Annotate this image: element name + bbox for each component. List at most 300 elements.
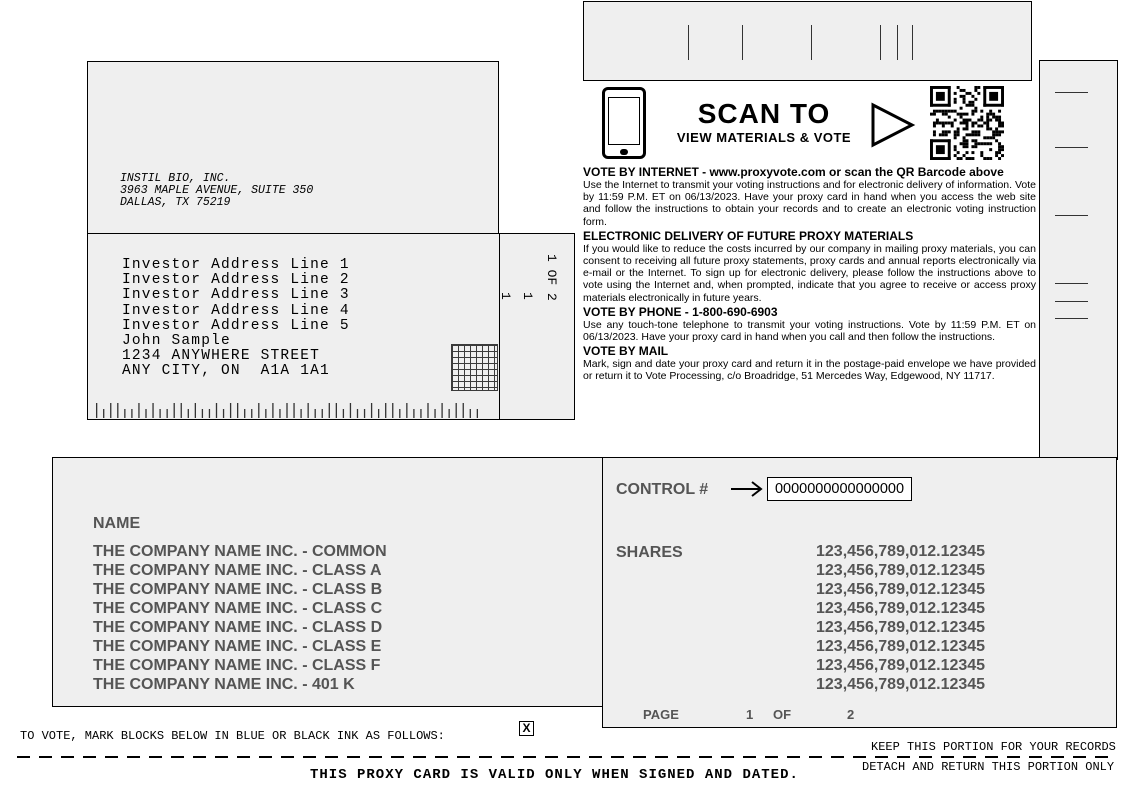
- qr-module: [974, 86, 977, 89]
- qr-module: [980, 116, 983, 119]
- qr-module: [980, 110, 983, 113]
- barcode-bar: [811, 25, 812, 60]
- qr-module: [968, 119, 971, 122]
- qr-module: [989, 119, 992, 122]
- qr-module: [977, 86, 980, 89]
- strip-tick: [1055, 92, 1088, 93]
- qr-module: [977, 92, 980, 95]
- mark-example-box: X: [519, 721, 534, 736]
- qr-module: [954, 130, 957, 133]
- share-row: 123,456,789,012.12345: [816, 600, 986, 617]
- qr-module: [963, 113, 966, 116]
- qr-module: [942, 110, 945, 113]
- qr-module: [983, 142, 986, 145]
- qr-module: [974, 142, 977, 145]
- qr-module: [966, 119, 969, 122]
- qr-module: [954, 98, 957, 101]
- qr-module: [945, 122, 948, 125]
- instruction-body: Mark, sign and date your proxy card and return it in the postage-paid envelope we have provided or return it to Vote Processing, c/o Broadridge, 51 Mercedes Way, Edgewood, NY 11717.: [583, 358, 1036, 383]
- investor-line: John Sample: [122, 333, 231, 350]
- qr-module: [995, 151, 998, 154]
- qr-module: [998, 145, 1001, 148]
- qr-module: [998, 157, 1001, 160]
- postnet-bar: [434, 409, 435, 418]
- qr-module: [974, 139, 977, 142]
- qr-module: [966, 157, 969, 160]
- qr-module: [971, 151, 974, 154]
- postnet-bar: [195, 403, 196, 418]
- qr-module: [1001, 154, 1004, 157]
- qr-module: [930, 139, 933, 160]
- page-label: PAGE: [643, 707, 679, 722]
- investor-line: Investor Address Line 4: [122, 302, 350, 319]
- qr-module: [998, 110, 1001, 113]
- postnet-bar: [110, 403, 111, 418]
- qr-module: [1001, 130, 1004, 133]
- qr-module: [1001, 145, 1004, 148]
- qr-module: [930, 157, 951, 160]
- instruction-body: Use any touch-tone telephone to transmit your voting instructions. Vote by 11:59 P.M. ET on 06/13/2023. Have your proxy card in hand when you call and then follow the instructions.: [583, 318, 1036, 344]
- company-address-line: 3963 MAPLE AVENUE, SUITE 350: [120, 184, 314, 197]
- qr-module: [933, 130, 936, 133]
- qr-module: [977, 142, 980, 145]
- qr-module: [974, 110, 977, 113]
- barcode-box: [583, 1, 1032, 81]
- phone-button: [620, 149, 628, 155]
- qr-module: [983, 86, 986, 107]
- postnet-barcode: [95, 403, 485, 418]
- qr-module: [945, 113, 948, 116]
- company-address: [120, 173, 313, 209]
- qr-module: [974, 145, 977, 148]
- qr-module: [974, 107, 977, 110]
- postnet-bar: [343, 409, 344, 418]
- qr-module: [945, 110, 948, 113]
- qr-module: [966, 127, 969, 130]
- qr-module: [986, 113, 989, 116]
- side-code-3: 1: [498, 292, 513, 300]
- postnet-bar: [244, 409, 245, 418]
- qr-module: [930, 104, 951, 107]
- postnet-bar: [103, 409, 104, 418]
- share-row: 123,456,789,012.12345: [816, 619, 986, 636]
- qr-module: [995, 139, 998, 142]
- control-label: CONTROL #: [616, 481, 709, 498]
- qr-module: [963, 89, 966, 92]
- qr-module: [963, 122, 966, 125]
- postnet-bar: [237, 403, 238, 418]
- postnet-bar: [378, 409, 379, 418]
- postnet-bar: [188, 409, 189, 418]
- qr-module: [957, 86, 960, 89]
- qr-module: [963, 145, 966, 148]
- postnet-bar: [223, 409, 224, 418]
- qr-module: [966, 122, 969, 125]
- investor-line: Investor Address Line 1: [122, 257, 350, 273]
- qr-module: [948, 139, 951, 160]
- qr-module: [995, 154, 998, 157]
- qr-module: [945, 130, 948, 133]
- investor-line: 1234 ANYWHERE STREET: [122, 348, 321, 365]
- company-address-line: DALLAS, TX 75219: [120, 196, 231, 209]
- share-row: 123,456,789,012.12345: [816, 562, 986, 579]
- strip-tick: [1055, 301, 1088, 302]
- qr-module: [971, 101, 974, 104]
- qr-module: [966, 124, 969, 127]
- qr-module: [945, 133, 948, 136]
- investor-line: Investor Address Line 3: [122, 287, 350, 304]
- postnet-bar: [152, 403, 153, 418]
- qr-module: [980, 154, 983, 157]
- postnet-bar: [279, 409, 280, 418]
- qr-module: [963, 136, 966, 139]
- qr-module: [980, 142, 983, 145]
- qr-module: [960, 95, 963, 98]
- qr-module: [977, 130, 980, 133]
- qr-module: [992, 113, 995, 116]
- qr-module: [936, 145, 945, 154]
- qr-module: [992, 130, 995, 133]
- qr-module: [951, 122, 954, 125]
- qr-module: [977, 133, 980, 136]
- qr-module: [998, 130, 1001, 133]
- instruction-heading: VOTE BY PHONE - 1-800-690-6903: [583, 304, 778, 319]
- qr-module: [954, 136, 957, 139]
- divider: [499, 233, 500, 420]
- postnet-bar: [167, 409, 168, 418]
- qr-module: [963, 127, 966, 130]
- postnet-bar: [202, 409, 203, 418]
- qr-module: [957, 151, 960, 154]
- scan-title: SCAN TO: [697, 98, 831, 129]
- qr-module: [971, 157, 974, 160]
- qr-module: [948, 116, 951, 119]
- postnet-bar: [364, 409, 365, 418]
- voting-instructions: [583, 165, 1036, 384]
- qr-module: [960, 113, 963, 116]
- company-row: THE COMPANY NAME INC. - CLASS B: [93, 581, 383, 598]
- qr-module: [963, 154, 966, 157]
- qr-module: [998, 124, 1001, 127]
- company-row: THE COMPANY NAME INC. - CLASS A: [93, 562, 382, 579]
- share-row: 123,456,789,012.12345: [816, 581, 986, 598]
- qr-module: [995, 116, 998, 119]
- qr-module: [974, 89, 977, 92]
- postnet-bar: [286, 403, 287, 418]
- qr-module: [960, 122, 963, 125]
- detach-portion-text: DETACH AND RETURN THIS PORTION ONLY: [862, 760, 1115, 774]
- qr-module: [954, 101, 957, 104]
- qr-module: [933, 122, 936, 125]
- right-arrow-icon: [730, 479, 764, 499]
- qr-module: [936, 119, 939, 122]
- qr-module: [966, 142, 969, 145]
- page-of: OF: [773, 707, 792, 722]
- qr-module: [957, 133, 960, 136]
- qr-module: [986, 136, 989, 139]
- qr-module: [998, 142, 1001, 145]
- postnet-bar: [174, 403, 175, 418]
- control-number: 0000000000000000: [767, 477, 912, 501]
- qr-module: [986, 157, 989, 160]
- barcode-bar: [880, 25, 881, 60]
- strip-tick: [1055, 318, 1088, 319]
- page-current: 1: [746, 707, 754, 722]
- qr-module: [998, 116, 1001, 119]
- qr-module: [980, 151, 983, 154]
- postnet-bar: [251, 409, 252, 418]
- postnet-bar: [470, 409, 471, 418]
- qr-module: [968, 101, 971, 104]
- name-label: NAME: [93, 515, 141, 532]
- right-margin-strip: [1039, 60, 1118, 460]
- qr-module: [971, 113, 974, 116]
- qr-module: [960, 89, 963, 92]
- side-code-2: 1: [520, 292, 535, 300]
- qr-module: [942, 124, 945, 127]
- company-name: INSTIL BIO, INC.: [120, 172, 231, 185]
- qr-module: [992, 116, 995, 119]
- qr-module: [954, 133, 957, 136]
- postnet-bar: [420, 409, 421, 418]
- instruction-body: Use the Internet to transmit your voting instructions and for electronic delivery of information. Vote by 11:59 P.M. ET on 06/13/2023. Have your proxy card in hand when you access the web site and follow the instructions to obtain your records and to create an electronic voting instruction form.: [583, 179, 1036, 228]
- postnet-bar: [399, 409, 400, 418]
- qr-module: [966, 104, 969, 107]
- qr-module: [977, 124, 980, 127]
- qr-module: [939, 110, 942, 113]
- qr-module: [998, 122, 1001, 125]
- qr-module: [939, 133, 942, 136]
- share-row: 123,456,789,012.12345: [816, 657, 986, 674]
- qr-module: [960, 116, 963, 119]
- qr-module: [989, 157, 992, 160]
- qr-module: [968, 104, 971, 107]
- postnet-bar: [449, 409, 450, 418]
- qr-module: [986, 116, 989, 119]
- qr-module: [942, 130, 945, 133]
- postnet-bar: [350, 403, 351, 418]
- qr-module: [971, 139, 974, 142]
- shares-list: [816, 542, 985, 694]
- strip-tick: [1055, 147, 1088, 148]
- valid-notice: THIS PROXY CARD IS VALID ONLY WHEN SIGNED AND DATED.: [310, 767, 799, 783]
- qr-module: [968, 92, 971, 95]
- qr-module: [980, 124, 983, 127]
- qr-module: [957, 157, 960, 160]
- qr-module: [971, 145, 974, 148]
- qr-module: [963, 95, 966, 98]
- qr-module: [948, 130, 951, 133]
- qr-module: [942, 122, 945, 125]
- postnet-bar: [138, 403, 139, 418]
- qr-module: [930, 113, 933, 116]
- vote-instruction: TO VOTE, MARK BLOCKS BELOW IN BLUE OR BLACK INK AS FOLLOWS:: [20, 729, 445, 743]
- qr-module: [963, 142, 966, 145]
- qr-module: [936, 122, 939, 125]
- qr-module: [1001, 122, 1004, 125]
- qr-module: [983, 157, 986, 160]
- play-arrow-icon: [870, 102, 916, 148]
- qr-module: [963, 101, 966, 104]
- postnet-bar: [117, 403, 118, 418]
- postnet-bar: [300, 409, 301, 418]
- qr-module: [966, 92, 969, 95]
- postnet-bar: [209, 409, 210, 418]
- qr-module: [939, 122, 942, 125]
- barcode-bar: [912, 25, 913, 60]
- company-row: THE COMPANY NAME INC. - CLASS F: [93, 657, 381, 674]
- qr-module: [980, 119, 983, 122]
- qr-module: [942, 113, 945, 116]
- qr-module: [986, 119, 989, 122]
- qr-module: [989, 92, 998, 101]
- qr-module: [954, 119, 957, 122]
- postnet-bar: [230, 403, 231, 418]
- qr-module: [966, 139, 969, 142]
- qr-module: [933, 133, 936, 136]
- qr-module: [1001, 148, 1004, 151]
- postnet-bar: [427, 403, 428, 418]
- investor-address: [122, 258, 350, 380]
- qr-module: [954, 145, 957, 148]
- qr-module: [974, 122, 977, 125]
- qr-module: [936, 110, 939, 113]
- postnet-bar: [357, 409, 358, 418]
- qr-module: [951, 124, 954, 127]
- barcode-bar: [688, 25, 689, 60]
- qr-module: [1001, 86, 1004, 107]
- qr-module: [971, 110, 974, 113]
- shares-label: SHARES: [616, 544, 683, 561]
- qr-module: [930, 86, 933, 107]
- qr-module: [954, 154, 957, 157]
- postnet-bar: [336, 403, 337, 418]
- postnet-bar: [159, 409, 160, 418]
- company-row: THE COMPANY NAME INC. - CLASS C: [93, 600, 383, 617]
- postnet-bar: [124, 409, 125, 418]
- qr-module: [954, 92, 957, 95]
- share-row: 123,456,789,012.12345: [816, 638, 986, 655]
- qr-module: [998, 148, 1001, 151]
- qr-module: [983, 136, 986, 139]
- qr-module: [974, 133, 977, 136]
- qr-module: [986, 142, 989, 145]
- instruction-heading[interactable]: VOTE BY INTERNET - www.proxyvote.com or scan the QR Barcode above: [583, 165, 1004, 179]
- qr-module: [954, 110, 957, 113]
- qr-module: [983, 86, 1004, 89]
- postnet-bar: [371, 403, 372, 418]
- qr-module: [989, 127, 992, 130]
- qr-module: [963, 119, 966, 122]
- investor-line: Investor Address Line 2: [122, 272, 350, 289]
- share-row: 123,456,789,012.12345: [816, 676, 986, 693]
- qr-module: [948, 122, 951, 125]
- detach-line: [17, 756, 1115, 758]
- barcode-bar: [897, 25, 898, 60]
- qr-module: [986, 122, 989, 125]
- postnet-bar: [322, 409, 323, 418]
- qr-module: [995, 127, 998, 130]
- qr-module: [998, 151, 1001, 154]
- postnet-bar: [258, 403, 259, 418]
- qr-module: [1001, 124, 1004, 127]
- instruction-body: If you would like to reduce the costs incurred by our company in mailing proxy materials, you can consent to receiving all future proxy statements, proxy cards and annual reports electronically via e-mail or the Internet. To sign up for electronic delivery, please follow the instructions above to vote using the Internet and, when prompted, indicate that you agree to receive or access proxy materials electronically in future years.: [583, 242, 1036, 304]
- company-row: THE COMPANY NAME INC. - CLASS D: [93, 619, 383, 636]
- postnet-bar: [392, 403, 393, 418]
- qr-module: [951, 110, 954, 113]
- scan-subtitle: VIEW MATERIALS & VOTE: [676, 130, 852, 145]
- share-row: 123,456,789,012.12345: [816, 543, 986, 560]
- postnet-bar: [315, 409, 316, 418]
- qr-module: [971, 130, 974, 133]
- postnet-bar: [441, 403, 442, 418]
- barcode-bar: [742, 25, 743, 60]
- qr-module: [933, 110, 936, 113]
- qr-module: [948, 110, 951, 113]
- postnet-bar: [272, 403, 273, 418]
- postnet-bar: [406, 403, 407, 418]
- strip-tick: [1055, 215, 1088, 216]
- qr-module: [989, 136, 992, 139]
- investor-line: Investor Address Line 5: [122, 317, 350, 334]
- phone-screen: [608, 97, 640, 145]
- qr-module: [963, 98, 966, 101]
- qr-module: [986, 124, 989, 127]
- qr-module: [930, 86, 951, 89]
- qr-module: [989, 113, 992, 116]
- postnet-bar: [265, 409, 266, 418]
- strip-tick: [1055, 283, 1088, 284]
- qr-module: [957, 130, 960, 133]
- postnet-bar: [477, 409, 478, 418]
- qr-module: [960, 142, 963, 145]
- qr-module: [966, 133, 969, 136]
- qr-module: [942, 133, 945, 136]
- qr-module: [966, 151, 969, 154]
- keep-portion-text: KEEP THIS PORTION FOR YOUR RECORDS: [871, 740, 1116, 754]
- qr-module: [936, 92, 945, 101]
- qr-module: [960, 157, 963, 160]
- qr-module: [954, 148, 957, 151]
- qr-module: [983, 122, 986, 125]
- postnet-bar: [216, 403, 217, 418]
- qr-module: [977, 119, 980, 122]
- postnet-bar: [181, 403, 182, 418]
- qr-module: [930, 139, 951, 142]
- qr-code-icon[interactable]: [929, 86, 1005, 160]
- grid-mark: [451, 344, 498, 391]
- qr-module: [992, 136, 995, 139]
- qr-module: [998, 119, 1001, 122]
- postnet-bar: [308, 403, 309, 418]
- qr-module: [963, 139, 966, 142]
- postnet-bar: [463, 403, 464, 418]
- qr-module: [957, 127, 960, 130]
- postnet-bar: [96, 403, 97, 418]
- qr-module: [968, 157, 971, 160]
- qr-module: [948, 86, 951, 107]
- page-total: 2: [847, 707, 855, 722]
- qr-module: [992, 133, 995, 136]
- postnet-bar: [145, 409, 146, 418]
- qr-module: [995, 119, 998, 122]
- company-row: THE COMPANY NAME INC. - 401 K: [93, 676, 355, 693]
- postnet-bar: [329, 403, 330, 418]
- qr-module: [998, 133, 1001, 136]
- qr-module: [974, 98, 977, 101]
- postnet-bar: [131, 409, 132, 418]
- instruction-heading: ELECTRONIC DELIVERY OF FUTURE PROXY MATERIALS: [583, 228, 914, 243]
